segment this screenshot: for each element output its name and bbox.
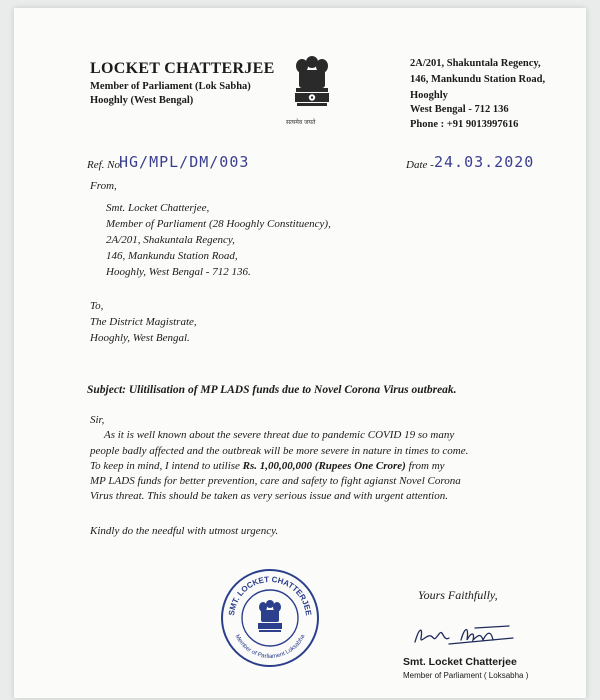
from-line: Smt. Locket Chatterjee, [106, 202, 210, 214]
to-line: Hooghly, West Bengal. [90, 332, 190, 344]
address-line: Hooghly [410, 90, 448, 101]
official-stamp [220, 568, 320, 668]
date-value: 24.03.2020 [434, 153, 535, 171]
complimentary-close: Yours Faithfully, [418, 588, 498, 602]
letter-page [14, 8, 586, 698]
fund-amount: Rs. 1,00,00,000 (Rupees One Crore) [242, 460, 406, 472]
emblem-motto: सत्यमेव जयते [286, 119, 316, 126]
reference-number: HG/MPL/DM/003 [119, 153, 250, 171]
from-label: From, [90, 180, 117, 192]
closing-request: Kindly do the needful with utmost urgency. [90, 525, 279, 537]
stamp-top-text: SMT. LOCKET CHATTERJEE [227, 574, 313, 617]
address-line: 146, Mankundu Station Road, [410, 74, 546, 85]
to-line: The District Magistrate, [90, 316, 197, 328]
letterhead-constituency: Hooghly (West Bengal) [90, 95, 194, 106]
body-line: As it is well known about the severe threat due to pandemic COVID 19 so many [104, 429, 455, 441]
body-line: MP LADS funds for better prevention, care and safety to fight agianst Novel Corona [90, 475, 461, 487]
letterhead-name: LOCKET CHATTERJEE [90, 60, 275, 77]
letterhead-role: Member of Parliament (Lok Sabha) [90, 81, 251, 92]
stamp-bottom-text: Member of Parliament Loksabha [233, 633, 307, 661]
address-phone: Phone : +91 9013997616 [410, 119, 519, 130]
body-line [90, 460, 445, 472]
salutation: Sir, [90, 414, 105, 426]
from-line: Member of Parliament (28 Hooghly Constituency), [106, 218, 331, 230]
body-text: To keep in mind, I intend to utilise [90, 460, 243, 472]
handwritten-signature [409, 620, 519, 648]
to-label: To, [90, 300, 104, 312]
signatory-name: Smt. Locket Chatterjee [403, 656, 517, 668]
stamp-emblem-icon [258, 600, 282, 632]
from-line: Hooghly, West Bengal - 712 136. [106, 266, 251, 278]
date-label: Date - [406, 159, 434, 171]
signatory-role: Member of Parliament ( Loksabha ) [403, 671, 529, 680]
letter-subject: Subject: Ulitilisation of MP LADS funds due to Novel Corona Virus outbreak. [87, 384, 457, 396]
from-line: 2A/201, Shakuntala Regency, [106, 234, 235, 246]
reference-label: Ref. No. [87, 159, 123, 171]
from-line: 146, Mankundu Station Road, [106, 250, 238, 262]
body-text: from my [405, 460, 445, 472]
body-line: Virus threat. This should be taken as very serious issue and with urgent attention. [90, 490, 448, 502]
body-line: people badly affected and the outbreak will be more severe in nature in times to come. [90, 445, 469, 457]
national-emblem-icon [290, 54, 334, 116]
address-line: West Bengal - 712 136 [410, 104, 509, 115]
address-line: 2A/201, Shakuntala Regency, [410, 58, 541, 69]
